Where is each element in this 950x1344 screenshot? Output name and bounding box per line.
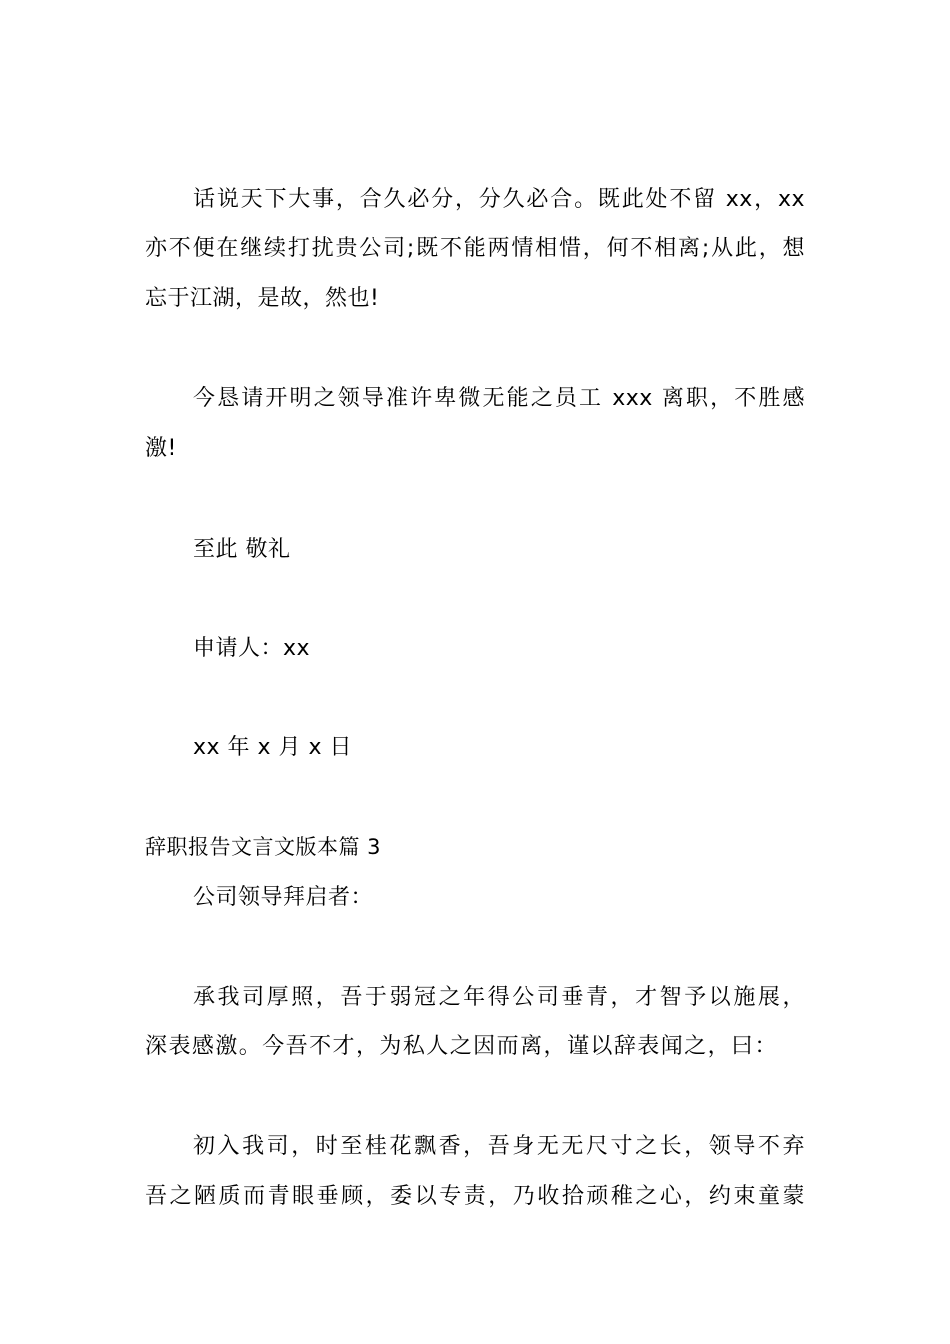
- paragraph-line: 今恳请开明之领导准许卑微无能之员工 xxx 离职，不胜感: [193, 386, 805, 411]
- paragraph-line: 承我司厚照，吾于弱冠之年得公司垂青，才智予以施展，: [193, 985, 805, 1010]
- paragraph-line: 吾之陋质而青眼垂顾，委以专责，乃收拾顽稚之心，约束童蒙: [145, 1184, 805, 1209]
- paragraph-line: 话说天下大事，合久必分，分久必合。既此处不留 xx，xx: [193, 187, 805, 212]
- date-line: xx 年 x 月 x 日: [193, 735, 353, 760]
- greeting-line: 公司领导拜启者：: [193, 885, 374, 910]
- paragraph-line: 深表感激。今吾不才，为私人之因而离，谨以辞表闻之，曰：: [145, 1034, 777, 1059]
- paragraph-line: 亦不便在继续打扰贵公司;既不能两情相惜，何不相离;从此，想: [145, 236, 805, 261]
- closing-salutation: 至此 敬礼: [193, 537, 291, 562]
- applicant-line: 申请人：xx: [193, 636, 311, 661]
- paragraph-line: 忘于江湖，是故，然也!: [145, 286, 380, 311]
- section-heading: 辞职报告文言文版本篇 3: [145, 835, 382, 859]
- paragraph-line: 激!: [145, 436, 177, 461]
- paragraph-line: 初入我司，时至桂花飘香，吾身无无尺寸之长，领导不弃: [193, 1134, 805, 1159]
